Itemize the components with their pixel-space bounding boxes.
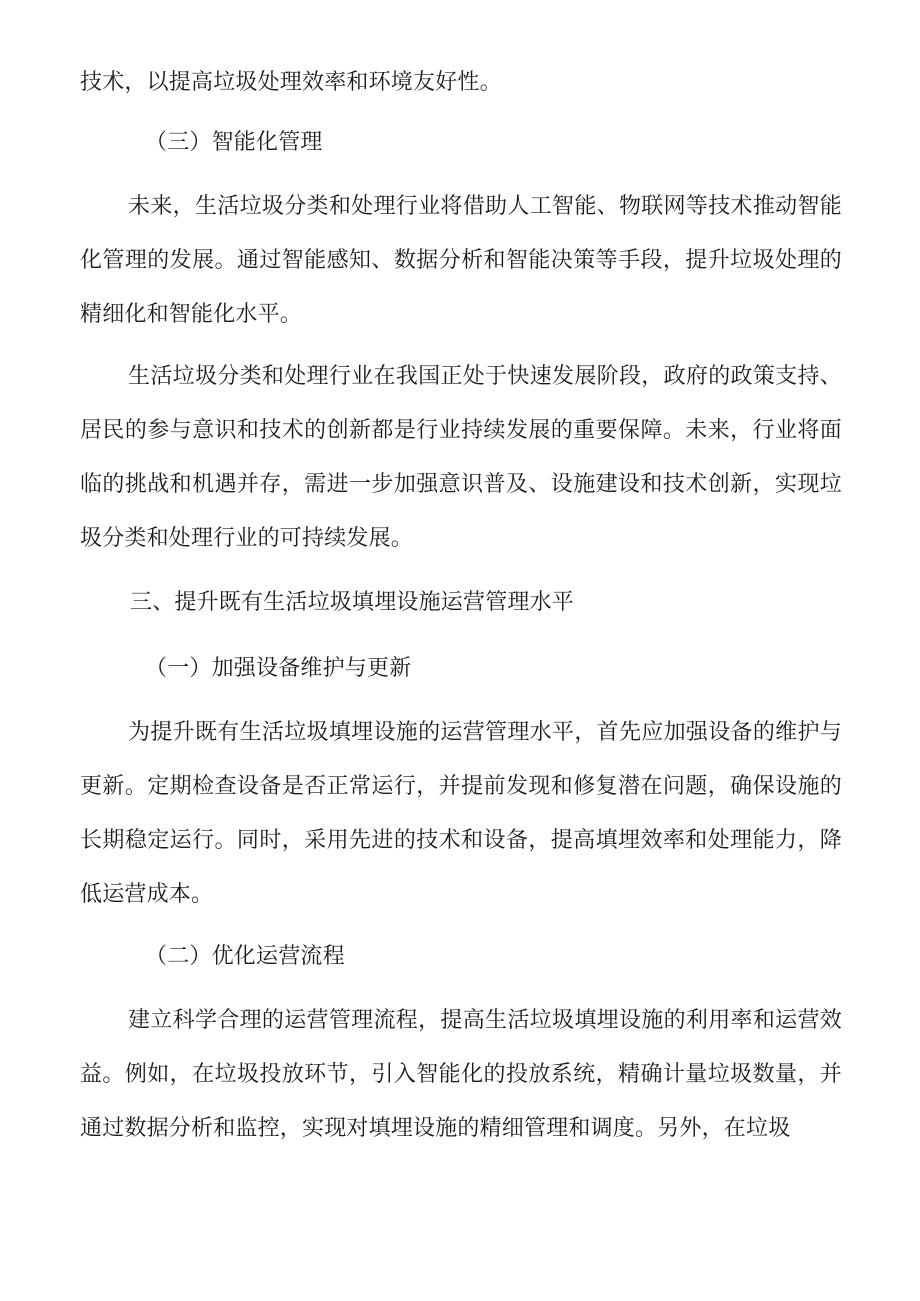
subheading-smart-management: （三）智能化管理 xyxy=(145,130,323,155)
paragraph-continued: 技术，以提高垃圾处理效率和环境友好性。 xyxy=(80,70,502,95)
paragraph-smart-management: 未来，生活垃圾分类和处理行业将借助人工智能、物联网等技术推动智能化管理的发展。通过智能感知、数据分析和智能决策等手段，提升垃圾处理的精细化和智能化水平。 xyxy=(80,194,842,327)
paragraph-industry-outlook: 生活垃圾分类和处理行业在我国正处于快速发展阶段，政府的政策支持、居民的参与意识和技术的创新都是行业持续发展的重要保障。未来，行业将面临的挑战和机遇并存，需进一步加强意识普及、设施建设和技术创新，实现垃圾分类和处理行业的可持续发展。 xyxy=(80,364,842,551)
subheading-optimize-process: （二）优化运营流程 xyxy=(145,944,345,969)
section-heading-landfill: 三、提升既有生活垃圾填埋设施运营管理水平 xyxy=(130,590,575,615)
subheading-equipment-maintenance: （一）加强设备维护与更新 xyxy=(145,656,412,681)
paragraph-optimize-process: 建立科学合理的运营管理流程，提高生活垃圾填埋设施的利用率和运营效益。例如，在垃圾投放环节，引入智能化的投放系统，精确计量垃圾数量，并通过数据分析和监控，实现对填埋设施的精细管理和调度。另外，在垃圾 xyxy=(80,1008,842,1141)
paragraph-equipment-maintenance: 为提升既有生活垃圾填埋设施的运营管理水平，首先应加强设备的维护与更新。定期检查设备是否正常运行，并提前发现和修复潜在问题，确保设施的长期稳定运行。同时，采用先进的技术和设备，提高填埋效率和处理能力，降低运营成本。 xyxy=(80,720,842,907)
